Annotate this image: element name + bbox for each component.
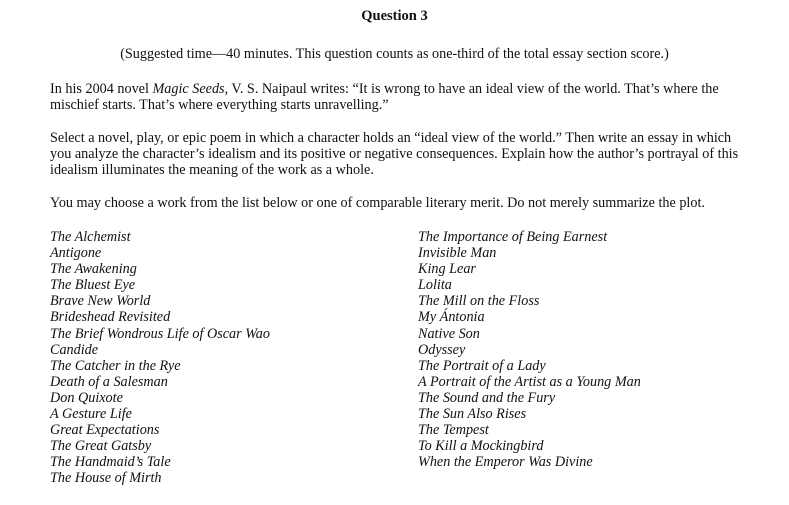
work-title: A Portrait of the Artist as a Young Man — [418, 373, 641, 390]
p1-after: , V. S. Naipaul writes: “It is wrong to have an ideal view of the world. That’s where the mischief starts. That’s where everything starts unravelling.” — [50, 81, 719, 113]
work-title: Native Son — [418, 325, 480, 342]
work-title: The Brief Wondrous Life of Oscar Wao — [50, 325, 270, 342]
work-title: Brideshead Revisited — [50, 309, 171, 326]
work-title: My Ántonia — [418, 309, 485, 326]
work-title: The Importance of Being Earnest — [418, 229, 608, 245]
work-title: The Alchemist — [50, 229, 131, 245]
work-title: Invisible Man — [418, 245, 497, 262]
work-title: Don Quixote — [50, 389, 123, 406]
work-title: Death of a Salesman — [50, 373, 168, 390]
work-title: The Great Gatsby — [50, 438, 152, 455]
work-title: Odyssey — [418, 341, 466, 358]
work-title: Lolita — [418, 277, 452, 294]
work-title: The Handmaid’s Tale — [50, 454, 171, 471]
novel-title: Magic Seeds — [152, 81, 225, 97]
work-title: To Kill a Mockingbird — [418, 438, 544, 455]
work-title: The Sound and the Fury — [418, 389, 556, 406]
work-title: Candide — [50, 341, 99, 358]
work-title: The Bluest Eye — [50, 277, 136, 294]
work-title: The Sun Also Rises — [418, 406, 527, 423]
work-title: The Awakening — [50, 261, 137, 278]
time-note: (Suggested time—40 minutes. This question counts as one-third of the total essay section score.) — [120, 46, 669, 62]
work-title: Antigone — [50, 245, 102, 262]
works-list-right — [418, 229, 641, 470]
work-title: When the Emperor Was Divine — [418, 454, 593, 471]
question-title: Question 3 — [361, 8, 428, 24]
works-list-left — [50, 229, 270, 487]
choice-paragraph: You may choose a work from the list below or one of comparable literary merit. Do not merely summarize the plot. — [50, 195, 705, 211]
work-title: The Catcher in the Rye — [50, 357, 181, 374]
work-title: The House of Mirth — [50, 470, 162, 487]
work-title: The Portrait of a Lady — [418, 357, 546, 374]
work-title: Great Expectations — [50, 422, 160, 439]
work-title: A Gesture Life — [50, 406, 132, 423]
naipaul-quote-paragraph — [50, 81, 740, 113]
p1-before: In his 2004 novel — [50, 81, 153, 97]
work-title: The Tempest — [418, 422, 489, 439]
instructions-paragraph: Select a novel, play, or epic poem in which a character holds an “ideal view of the world.” Then write an essay in which you analyze the character’s idealism and its positive or negative consequences. Explain how the author’s portrayal of this idealism illuminates the meaning of the work as a whole. — [50, 130, 739, 178]
work-title: The Mill on the Floss — [418, 293, 540, 310]
work-title: Brave New World — [50, 293, 151, 310]
work-title: King Lear — [418, 261, 476, 278]
